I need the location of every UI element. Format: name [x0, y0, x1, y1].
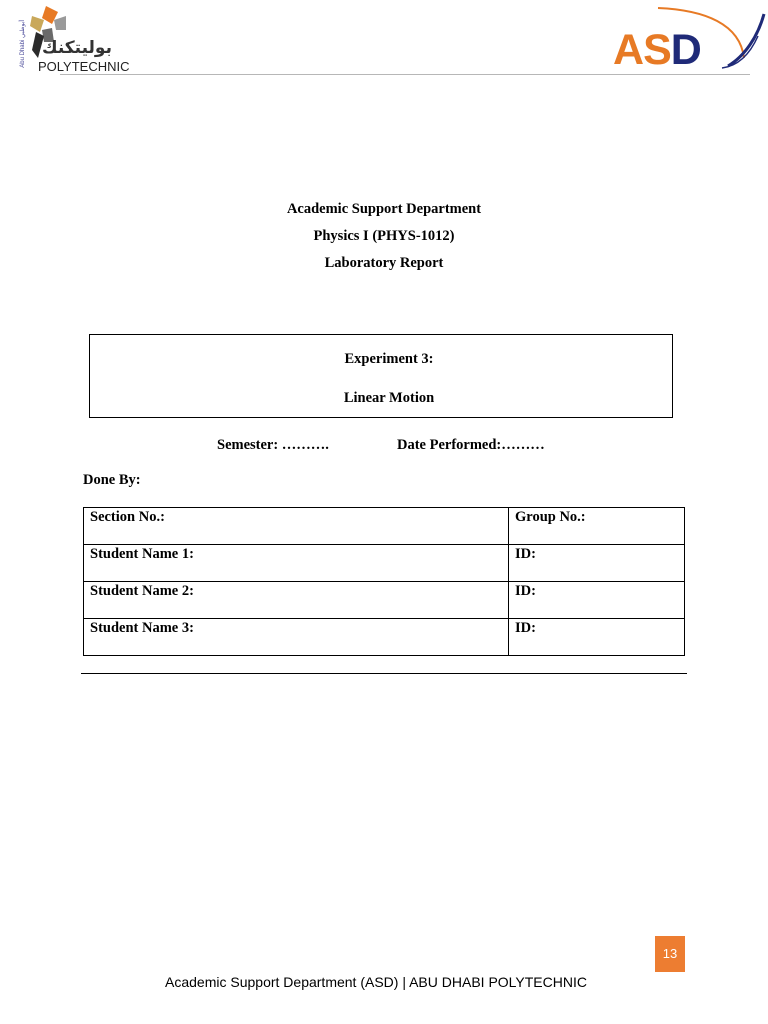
student-name-2-cell[interactable]: Student Name 2:	[84, 582, 509, 619]
student-id-3-cell[interactable]: ID:	[509, 619, 685, 656]
table-row	[84, 619, 685, 656]
course-title: Physics I (PHYS-1012)	[313, 228, 455, 244]
page-number-badge: 13	[655, 936, 685, 972]
asd-letter-a: A	[613, 26, 644, 74]
semester-field: Semester: ……….	[217, 437, 329, 453]
experiment-name: Linear Motion	[343, 390, 435, 406]
section-divider	[81, 673, 687, 674]
student-info-table	[83, 507, 685, 656]
group-no-cell[interactable]: Group No.:	[509, 508, 685, 545]
footer-text: Academic Support Department (ASD) | ABU DHABI POLYTECHNIC	[165, 974, 587, 990]
student-name-1-cell[interactable]: Student Name 1:	[84, 545, 509, 582]
department-title: Academic Support Department	[286, 201, 482, 217]
report-title: Laboratory Report	[324, 255, 444, 271]
date-performed-field: Date Performed:………	[397, 437, 545, 453]
section-no-cell[interactable]: Section No.:	[84, 508, 509, 545]
logo-vertical-text: Abu Dhabi أبوظبي	[20, 20, 26, 68]
table-row	[84, 545, 685, 582]
asd-logo-text	[613, 26, 701, 75]
student-id-1-cell[interactable]: ID:	[509, 545, 685, 582]
asd-letter-s: S	[643, 26, 671, 74]
table-row	[84, 508, 685, 545]
logo-arabic-text: بوليتكنك	[42, 38, 112, 58]
header-divider	[60, 74, 750, 75]
experiment-number: Experiment 3:	[344, 351, 434, 367]
done-by-label: Done By:	[83, 472, 141, 488]
experiment-box	[89, 334, 673, 418]
asd-letter-d: D	[670, 26, 701, 74]
student-id-2-cell[interactable]: ID:	[509, 582, 685, 619]
student-name-3-cell[interactable]: Student Name 3:	[84, 619, 509, 656]
logo-polytechnic-text: POLYTECHNIC	[38, 59, 130, 74]
table-row	[84, 582, 685, 619]
